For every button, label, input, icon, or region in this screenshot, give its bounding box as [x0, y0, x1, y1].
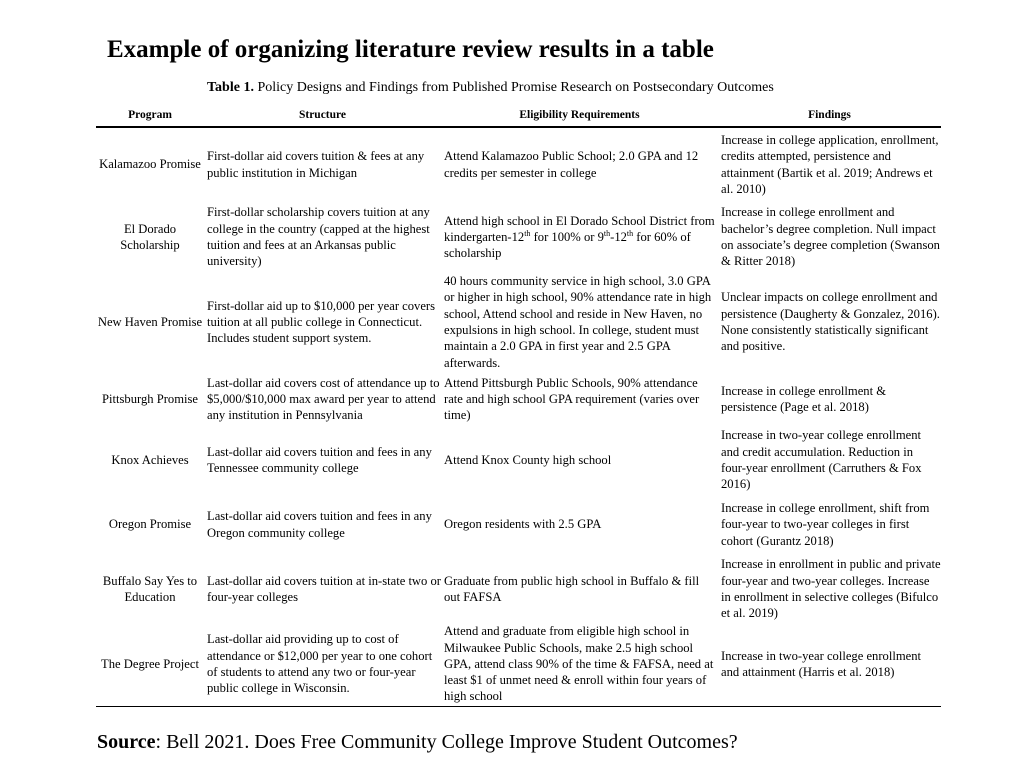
program-cell: Kalamazoo Promise [99, 157, 201, 172]
table-caption-label: Table 1. [207, 80, 254, 95]
findings-cell: Increase in two-year college enrollment and attainment (Harris et al. 2018) [718, 622, 941, 707]
program-cell: Knox Achieves [111, 452, 189, 467]
table-row [96, 556, 941, 622]
program-cell: New Haven Promise [97, 314, 203, 329]
eligibility-cell: Attend Knox County high school [444, 452, 612, 467]
structure-cell: First-dollar aid up to $10,000 per year covers tuition at all public college in Connecticut. Includes student support system. [207, 298, 436, 346]
findings-cell: Increase in two-year college enrollment and credit accumulation. Reduction in four-year enrollment (Carruthers & Fox 2016) [721, 428, 922, 492]
column-header-findings: Findings [718, 104, 941, 127]
table-row [96, 427, 941, 493]
table-row [96, 371, 941, 427]
findings-cell: Increase in college enrollment and bachelor’s degree completion. Null impact on associate’s degree completion (Swanson & Ritter 2018) [721, 205, 940, 269]
program-cell: Buffalo Say Yes to Education [102, 573, 198, 604]
column-header-eligibility: Eligibility Requirements [441, 104, 718, 127]
table-caption [207, 80, 774, 96]
structure-cell: First-dollar aid covers tuition & fees at any public institution in Michigan [207, 149, 425, 180]
eligibility-cell: Graduate from public high school in Buffalo & fill out FAFSA [444, 573, 700, 604]
program-cell: The Degree Project [96, 622, 204, 707]
page-title: Example of organizing literature review results in a table [107, 36, 714, 63]
column-header-structure: Structure [204, 104, 441, 127]
structure-cell: Last-dollar aid covers tuition and fees in any Oregon community college [207, 509, 432, 540]
findings-cell: Increase in college enrollment & persistence (Page et al. 2018) [721, 383, 887, 414]
eligibility-cell: Oregon residents with 2.5 GPA [444, 517, 602, 532]
eligibility-cell: Attend high school in El Dorado School District from kindergarten-12th for 100% or 9th-12th for 60% of scholarship [444, 213, 715, 261]
source-citation [97, 731, 738, 754]
source-label: Source [97, 731, 156, 753]
table-row [96, 201, 941, 273]
column-header-program: Program [96, 104, 204, 127]
table-row [96, 273, 941, 371]
table-row [96, 493, 941, 556]
table-header-row [96, 104, 941, 127]
eligibility-cell: 40 hours community service in high school, 3.0 GPA or higher in high school, 90% attendance rate in high school, Attend school and reside in New Haven, no expulsions in high school. In college, student must maintain a 2.0 GPA in first year and 2.5 GPA afterwards. [444, 274, 712, 370]
structure-cell: First-dollar scholarship covers tuition at any college in the country (capped at the highest tuition and fees at an Arkansas public university) [207, 205, 430, 269]
findings-cell: Increase in enrollment in public and private four-year and two-year colleges. Increase in enrollment in selective colleges (Bifulco et al. 2019) [721, 557, 941, 621]
structure-cell: Last-dollar aid covers tuition at in-state two or four-year colleges [207, 573, 441, 604]
findings-cell: Increase in college enrollment, shift from four-year to two-year colleges in first cohort (Gurantz 2018) [721, 501, 930, 548]
findings-cell: Increase in college application, enrollment, credits attempted, persistence and attainment (Bartik et al. 2019; Andrews et al. 2010) [721, 132, 939, 196]
eligibility-cell: Attend and graduate from eligible high school in Milwaukee Public Schools, make 2.5 high school GPA, attend class 90% of the time & FAFSA, need at least $1 of unmet need & enroll within four years of high school [441, 622, 718, 707]
findings-cell: Unclear impacts on college enrollment and persistence (Daugherty & Gonzalez, 2016). None consistently statistically significant and positive. [721, 290, 940, 354]
program-cell: Pittsburgh Promise [102, 391, 198, 406]
table-caption-text: Policy Designs and Findings from Published Promise Research on Postsecondary Outcomes [253, 80, 774, 95]
table-row [96, 127, 941, 201]
eligibility-cell: Attend Kalamazoo Public School; 2.0 GPA and 12 credits per semester in college [444, 149, 699, 180]
structure-cell: Last-dollar aid covers tuition and fees in any Tennessee community college [207, 444, 432, 475]
structure-cell: Last-dollar aid providing up to cost of attendance or $12,000 per year to one cohort of students to attend any two or four-year public college in Wisconsin. [204, 622, 441, 707]
structure-cell: Last-dollar aid covers cost of attendance up to $5,000/$10,000 max award per year to attend any institution in Pennsylvania [207, 375, 440, 423]
source-text: : Bell 2021. Does Free Community College Improve Student Outcomes? [155, 731, 738, 753]
program-cell: Oregon Promise [108, 517, 192, 532]
eligibility-cell: Attend Pittsburgh Public Schools, 90% attendance rate and high school GPA requirement (varies over time) [444, 375, 700, 423]
program-cell: El Dorado Scholarship [120, 221, 180, 252]
table-row [96, 622, 941, 707]
literature-review-table [96, 104, 941, 707]
